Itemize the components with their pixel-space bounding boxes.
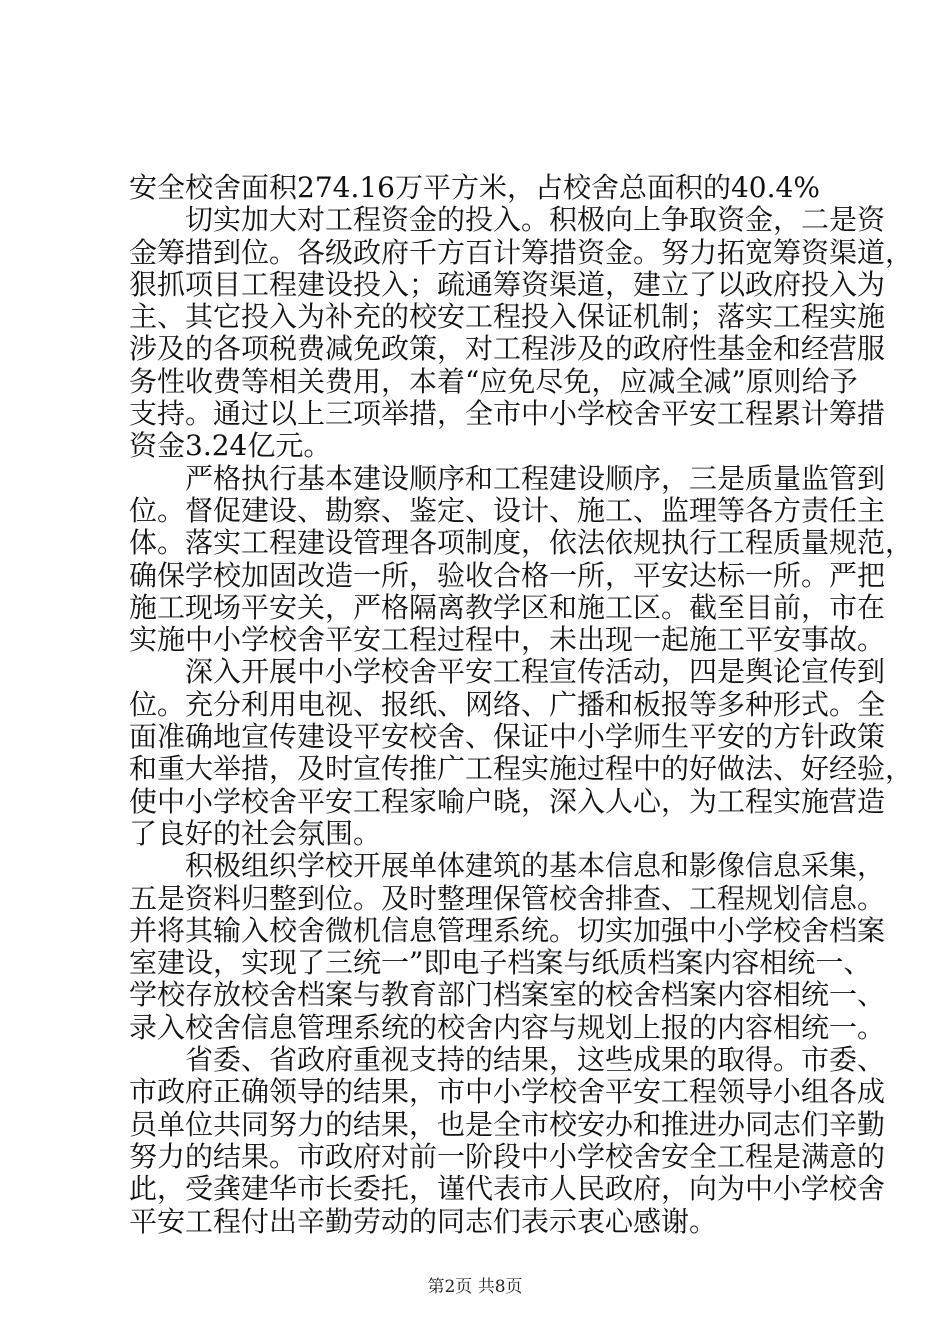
body-line: 安全校舍面积274.16万平方米，占校舍总面积的40.4% (129, 171, 820, 204)
body-line: 努力的结果。市政府对前一阶段中小学校舍安全工程是满意的 (129, 1139, 886, 1173)
paragraph-first-line: 积极组织学校开展单体建筑的基本信息和影像信息采集， (185, 849, 886, 883)
paragraph-first-line: 省委、省政府重视支持的结果，这些成果的取得。市委、 (185, 1043, 886, 1077)
body-line: 务性收费等相关费用，本着“应免尽免，应减全减”原则给予 (129, 364, 858, 398)
body-line: 金筹措到位。各级政府千方百计筹措资金。努力拓宽筹资渠道， (129, 235, 914, 269)
body-line: 涉及的各项税费减免政策，对工程涉及的政府性基金和经营服 (129, 332, 886, 366)
body-line: 并将其输入校舍微机信息管理系统。切实加强中小学校舍档案 (129, 913, 886, 947)
body-line: 了良好的社会氛围。 (129, 816, 382, 850)
body-line: 五是资料归整到位。及时整理保管校舍排查、工程规划信息。 (129, 881, 886, 915)
body-line: 员单位共同努力的结果，也是全市校安办和推进办同志们辛勤 (129, 1107, 886, 1141)
page-number-label: 第2页 共8页 (427, 1277, 523, 1297)
page-footer (0, 1272, 950, 1297)
paragraph-first-line: 深入开展中小学校舍平安工程宣传活动，四是舆论宣传到 (185, 655, 886, 689)
body-line: 体。落实工程建设管理各项制度，依法依规执行工程质量规范， (129, 526, 914, 560)
paragraph-first-line: 严格执行基本建设顺序和工程建设顺序，三是质量监管到 (185, 461, 886, 495)
body-line: 和重大举措，及时宣传推广工程实施过程中的好做法、好经验， (129, 752, 914, 786)
body-line: 主、其它投入为补充的校安工程投入保证机制；落实工程实施 (129, 300, 886, 334)
body-line: 位。督促建设、勘察、鉴定、设计、施工、监理等各方责任主 (129, 493, 886, 527)
body-line: 确保学校加固改造一所，验收合格一所，平安达标一所。严把 (129, 558, 886, 592)
document-body (129, 171, 914, 1238)
body-line: 此，受龚建华市长委托，谨代表市人民政府，向为中小学校舍 (129, 1172, 886, 1206)
paragraph-first-line: 切实加大对工程资金的投入。积极向上争取资金，二是资 (185, 203, 886, 237)
body-line: 狠抓项目工程建设投入；疏通筹资渠道，建立了以政府投入为 (129, 267, 886, 301)
body-line: 室建设，实现了三统一”即电子档案与纸质档案内容相统一、 (129, 946, 872, 980)
body-line: 施工现场平安关，严格隔离教学区和施工区。截至目前，市在 (129, 590, 886, 624)
body-line: 学校存放校舍档案与教育部门档案室的校舍档案内容相统一、 (129, 978, 886, 1012)
body-line: 录入校舍信息管理系统的校舍内容与规划上报的内容相统一。 (129, 1010, 886, 1044)
body-line: 平安工程付出辛勤劳动的同志们表示衷心感谢。 (129, 1204, 718, 1238)
body-line: 使中小学校舍平安工程家喻户晓，深入人心，为工程实施营造 (129, 784, 886, 818)
body-line: 资金3.24亿元。 (129, 429, 332, 463)
body-line: 支持。通过以上三项举措，全市中小学校舍平安工程累计筹措 (129, 397, 886, 431)
body-line: 市政府正确领导的结果，市中小学校舍平安工程领导小组各成 (129, 1075, 886, 1109)
body-line: 实施中小学校舍平安工程过程中，未出现一起施工平安事故。 (129, 623, 886, 657)
body-line: 位。充分利用电视、报纸、网络、广播和板报等多种形式。全 (129, 687, 886, 721)
body-line: 面准确地宣传建设平安校舍、保证中小学师生平安的方针政策 (129, 720, 886, 754)
